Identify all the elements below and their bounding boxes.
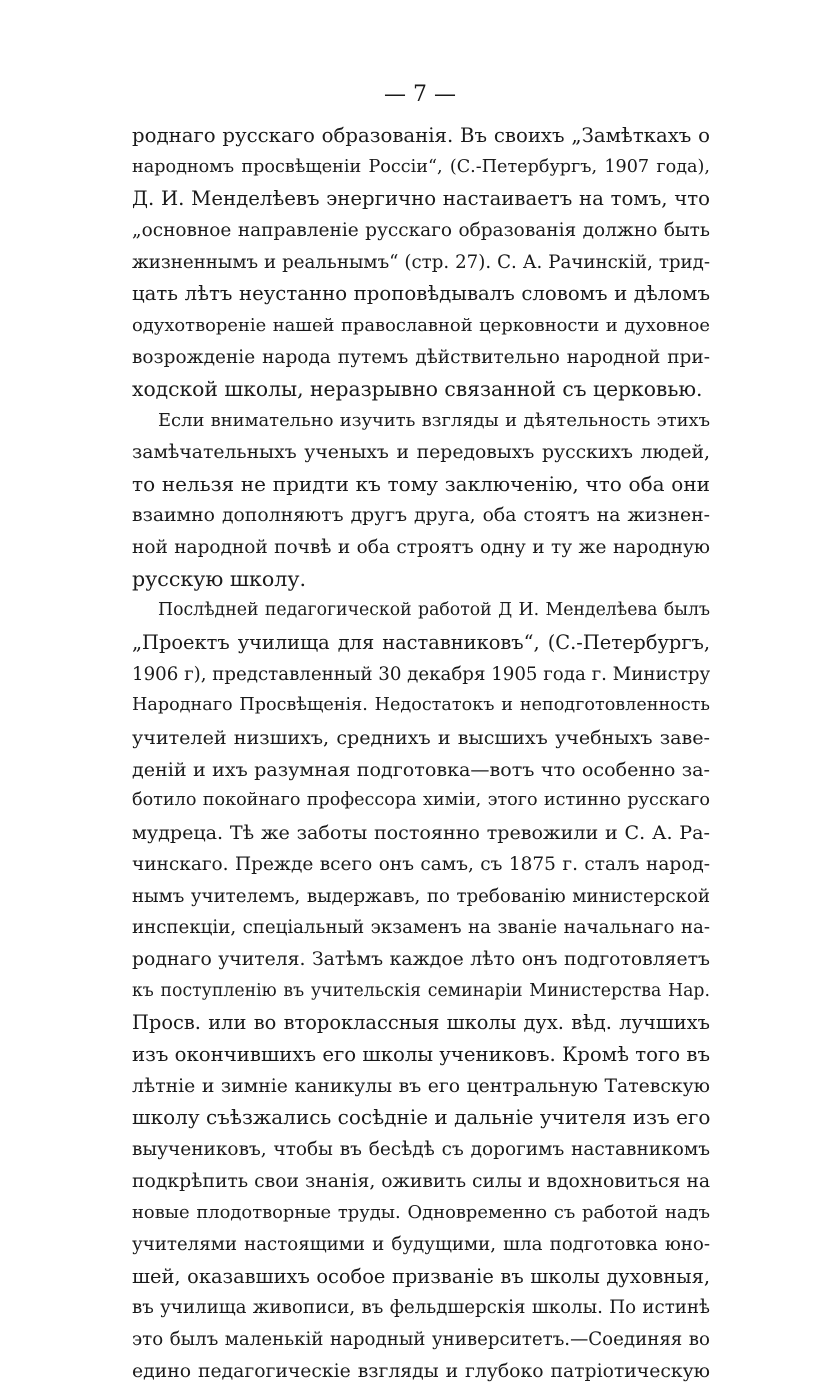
text-line: нымъ учителемъ, выдержавъ, по требованію министерской — [132, 885, 710, 907]
text-line: мудреца. Тѣ же заботы постоянно тревожили и С. А. Ра- — [132, 821, 710, 845]
text-line: Народнаго Просвѣщенія. Недостатокъ и неподготовленность — [132, 695, 710, 716]
text-line: жизненнымъ и реальнымъ“ (стр. 27). С. А. Рачинскій, трид- — [132, 251, 710, 273]
text-line: замѣчательныхъ ученыхъ и передовыхъ русскихъ людей, — [132, 441, 710, 463]
text-line: одухотвореніе нашей православной церковности и духовное — [132, 315, 710, 337]
text-line: изъ окончившихъ его школы учениковъ. Кромѣ того въ — [132, 1042, 710, 1066]
text-line: русскую школу. — [132, 566, 306, 591]
text-line: ботило покойнаго профессора химіи, этого истинно русскаго — [132, 790, 710, 811]
text-line: 1906 г), представленный 30 декабря 1905 года г. Министру — [132, 663, 710, 685]
text-line: возрожденіе народа путемъ дѣйствительно народной при- — [132, 346, 710, 368]
text-line: народномъ просвѣщеніи Россіи“, (С.-Петербургъ, 1907 года), — [132, 156, 710, 177]
text-line: въ училища живописи, въ фельдшерскія школы. По истинѣ — [132, 1297, 710, 1319]
text-line: чинскаго. Прежде всего онъ самъ, съ 1875 г. сталъ народ- — [132, 853, 710, 875]
text-line: инспекціи, спеціальный экзаменъ на званіе начальнаго на- — [132, 917, 710, 939]
text-line: то нельзя не придти къ тому заключенію, что оба они — [132, 471, 710, 496]
text-line: подкрѣпить свои знанія, оживить силы и вдохновиться на — [132, 1170, 710, 1192]
text-line: шей, оказавшихъ особое призваніе въ школы духовныя, — [132, 1264, 710, 1288]
text-line: учителями настоящими и будущими, шла подготовка юно- — [132, 1234, 710, 1256]
text-line: взаимно дополняютъ другъ друга, оба стоятъ на жизнен- — [132, 505, 710, 527]
body-text — [132, 120, 710, 1388]
text-line: деній и ихъ разумная подготовка—вотъ что особенно за- — [132, 757, 710, 781]
text-line: Д. И. Менделѣевъ энергично настаиваетъ на томъ, что — [132, 187, 710, 211]
text-line: Просв. или во второклассныя школы дух. вѣд. лучшихъ — [132, 1011, 710, 1035]
text-line: едино педагогическіе взгляды и глубоко патріотическую — [132, 1360, 710, 1382]
paragraph-first-line: Послѣдней педагогической работой Д И. Менделѣева былъ — [158, 600, 710, 621]
text-line: новые плодотворные труды. Одновременно съ работой надъ — [132, 1202, 710, 1224]
text-line: школу съѣзжались сосѣдніе и дальніе учителя изъ его — [132, 1105, 710, 1130]
text-line: „Проектъ училища для наставниковъ“, (С.-Петербургъ, — [132, 631, 710, 654]
paragraph-first-line: Если внимательно изучить взгляды и дѣятельность этихъ — [158, 410, 710, 432]
page-number: — 7 — — [384, 82, 456, 107]
text-line: „основное направленіе русскаго образованія должно быть — [132, 220, 710, 242]
text-line: ходской школы, неразрывно связанной съ церковью. — [132, 376, 703, 401]
text-line: цать лѣтъ неустанно проповѣдывалъ словомъ и дѣломъ — [132, 282, 710, 306]
text-line: роднаго учителя. Затѣмъ каждое лѣто онъ подготовляетъ — [132, 948, 710, 970]
text-line: это былъ маленькій народный университетъ.—Соединяя во — [132, 1329, 710, 1351]
text-line: ной народной почвѣ и оба строятъ одну и ту же народную — [132, 536, 710, 558]
text-line: роднаго русскаго образованія. Въ своихъ „Замѣткахъ о — [132, 124, 710, 147]
text-line: выучениковъ, чтобы въ бесѣдѣ съ дорогимъ наставникомъ — [132, 1139, 710, 1160]
text-line: лѣтніе и зимніе каникулы въ его центральную Татевскую — [132, 1075, 710, 1097]
text-line: учителей низшихъ, среднихъ и высшихъ учебныхъ заве- — [132, 726, 710, 750]
text-line: къ поступленію въ учительскія семинаріи Министерства Нар. — [132, 980, 710, 1001]
